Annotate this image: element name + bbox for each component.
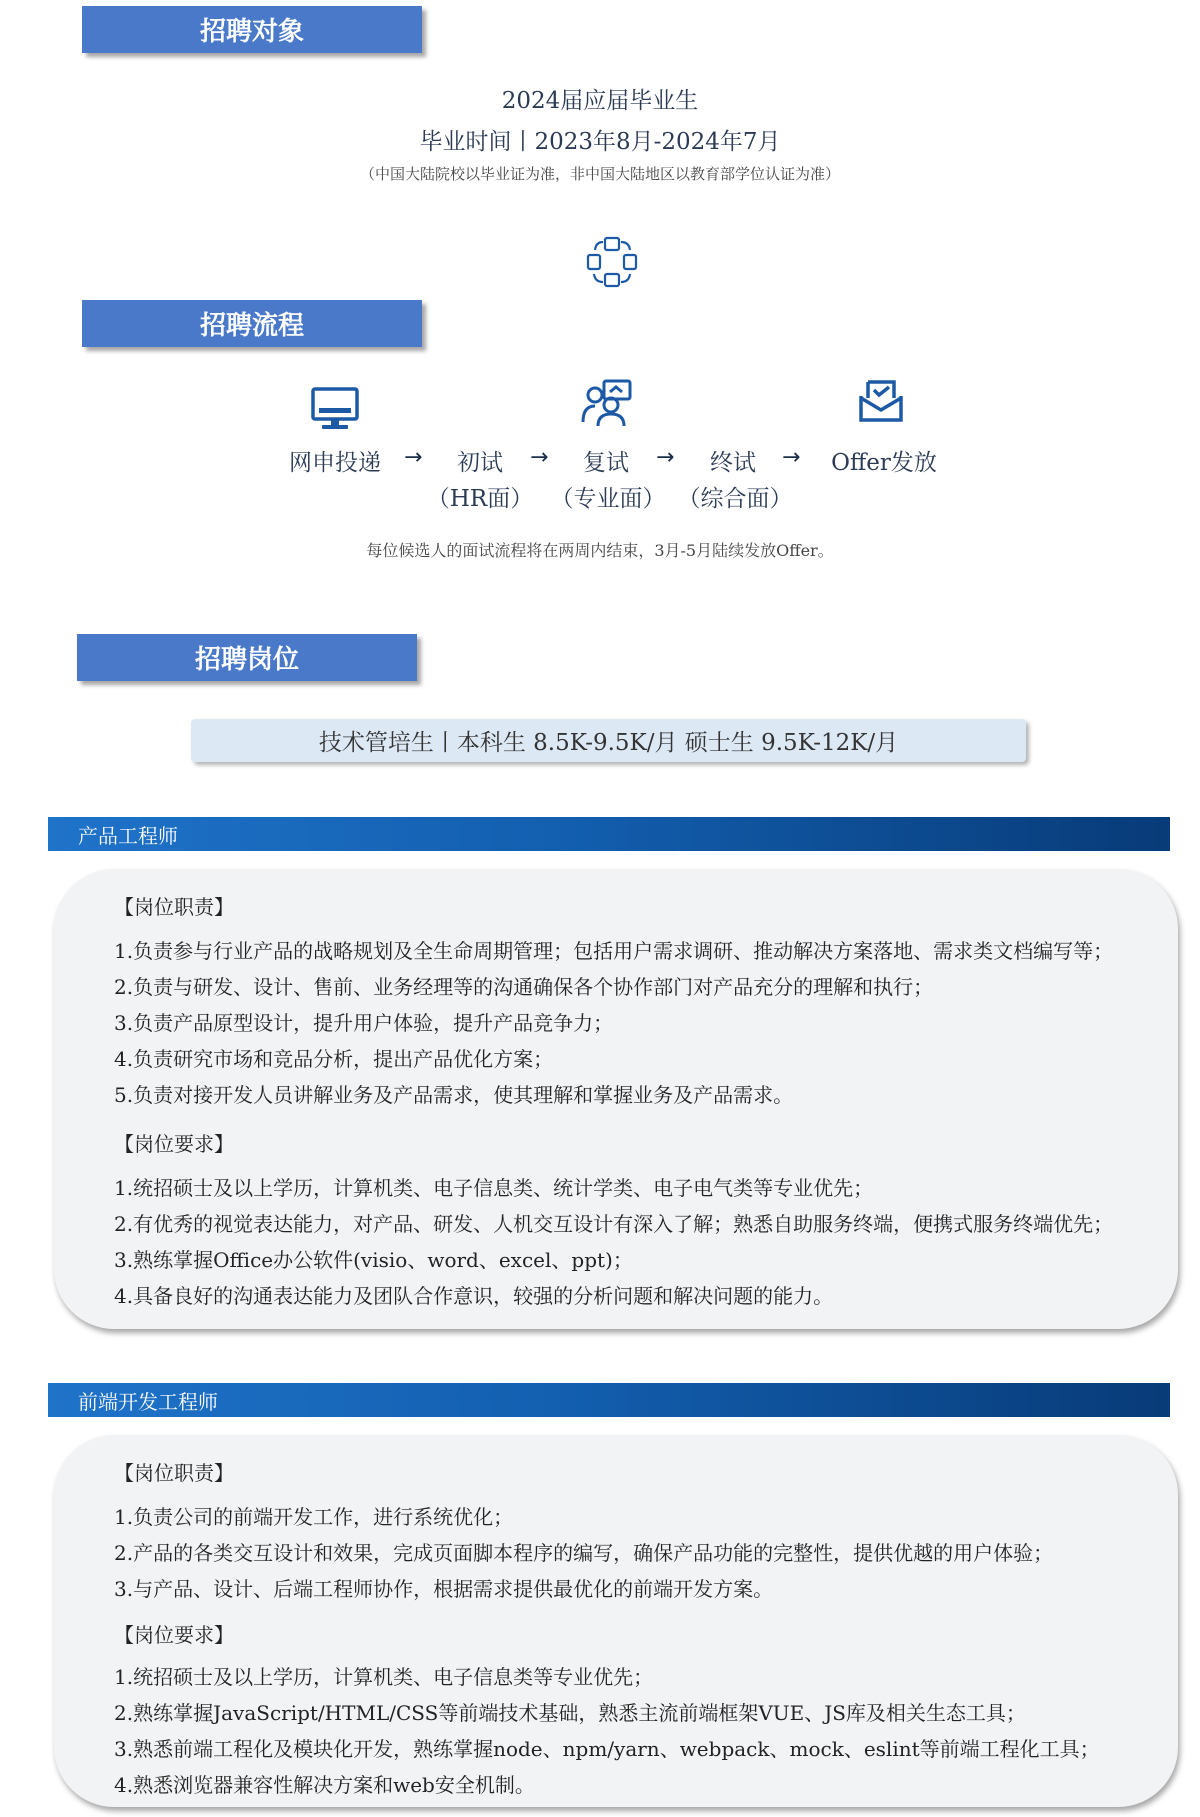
job-card-frontend-engineer <box>54 1435 1178 1807</box>
req-item: 4.具备良好的沟通表达能力及团队合作意识，较强的分析问题和解决问题的能力。 <box>114 1284 834 1308</box>
step-final-interview: 终试 <box>710 450 756 476</box>
arrow-2: → <box>530 445 549 470</box>
section-tag-process: 招聘流程 <box>82 300 422 347</box>
job-card-product-engineer <box>54 869 1178 1329</box>
req-item: 2.有优秀的视觉表达能力，对产品、研发、人机交互设计有深入了解；熟悉自助服务终端，便携式服务终端优先； <box>114 1212 1114 1236</box>
step-offer: Offer发放 <box>831 450 937 476</box>
duty-item: 3.负责产品原型设计，提升用户体验，提升产品竞争力； <box>114 1011 614 1035</box>
process-note: 每位候选人的面试流程将在两周内结束，3月-5月陆续发放Offer。 <box>366 541 834 560</box>
req-item: 4.熟悉浏览器兼容性解决方案和web安全机制。 <box>114 1773 535 1797</box>
duty-item: 2.负责与研发、设计、售前、业务经理等的沟通确保各个协作部门对产品充分的理解和执行； <box>114 975 934 999</box>
section-tag-target: 招聘对象 <box>82 6 422 53</box>
req-item: 2.熟练掌握JavaScript/HTML/CSS等前端技术基础，熟悉主流前端框架VUE、JS库及相关生态工具； <box>114 1701 1026 1725</box>
step-second-interview-sub: （专业面） <box>550 486 666 512</box>
reqs-title: 【岗位要求】 <box>114 1623 234 1647</box>
step-online-apply: 网申投递 <box>289 450 381 476</box>
duties-title: 【岗位职责】 <box>114 1461 234 1485</box>
section-tag-positions: 招聘岗位 <box>77 634 417 681</box>
cycle-icon <box>586 236 638 288</box>
arrow-1: → <box>404 445 423 470</box>
step-first-interview: 初试 <box>457 450 503 476</box>
target-graduates: 2024届应届毕业生 <box>501 88 699 114</box>
target-note: （中国大陆院校以毕业证为准，非中国大陆地区以教育部学位认证为准） <box>359 165 840 183</box>
req-item: 3.熟悉前端工程化及模块化开发，熟练掌握node、npm/yarn、webpack、mock、eslint等前端工程化工具； <box>114 1737 1100 1761</box>
job-header-product-engineer: 产品工程师 <box>48 817 1170 851</box>
duty-item: 5.负责对接开发人员讲解业务及产品需求，使其理解和掌握业务及产品需求。 <box>114 1083 794 1107</box>
req-item: 3.熟练掌握Office办公软件(visio、word、excel、ppt)； <box>114 1248 633 1272</box>
duty-item: 1.负责公司的前端开发工作，进行系统优化； <box>114 1505 514 1529</box>
salary-banner: 技术管培生丨本科生 8.5K-9.5K/月 硕士生 9.5K-12K/月 <box>191 719 1026 762</box>
duty-item: 3.与产品、设计、后端工程师协作，根据需求提供最优化的前端开发方案。 <box>114 1577 774 1601</box>
computer-icon <box>310 386 360 432</box>
step-second-interview: 复试 <box>583 450 629 476</box>
reqs-title: 【岗位要求】 <box>114 1132 234 1156</box>
duty-item: 4.负责研究市场和竞品分析，提出产品优化方案； <box>114 1047 554 1071</box>
mail-icon <box>858 378 904 424</box>
req-item: 1.统招硕士及以上学历，计算机类、电子信息类、统计学类、电子电气类等专业优先； <box>114 1176 874 1200</box>
duty-item: 1.负责参与行业产品的战略规划及全生命周期管理；包括用户需求调研、推动解决方案落地、需求类文档编写等； <box>114 939 1114 963</box>
step-first-interview-sub: （HR面） <box>426 486 534 512</box>
job-header-frontend-engineer: 前端开发工程师 <box>48 1383 1170 1417</box>
graduation-period: 毕业时间丨2023年8月-2024年7月 <box>419 129 781 155</box>
duties-title: 【岗位职责】 <box>114 895 234 919</box>
arrow-4: → <box>782 445 801 470</box>
team-icon <box>580 378 634 428</box>
step-final-interview-sub: （综合面） <box>677 486 793 512</box>
duty-item: 2.产品的各类交互设计和效果，完成页面脚本程序的编写，确保产品功能的完整性，提供优越的用户体验； <box>114 1541 1054 1565</box>
arrow-3: → <box>656 445 675 470</box>
req-item: 1.统招硕士及以上学历，计算机类、电子信息类等专业优先； <box>114 1665 654 1689</box>
